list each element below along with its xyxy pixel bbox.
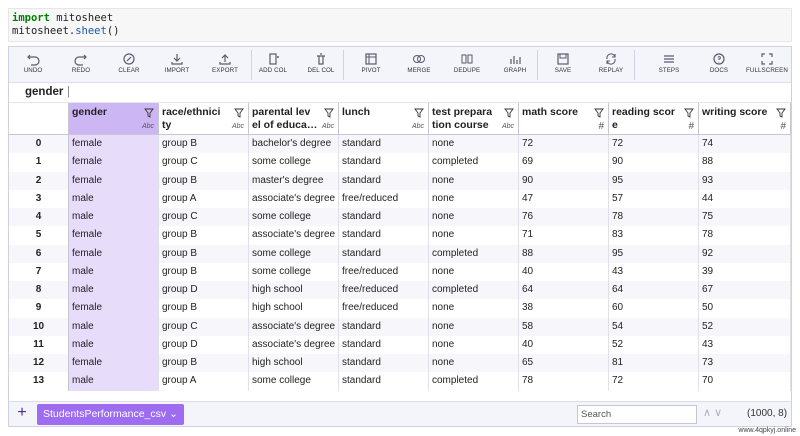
table-cell[interactable]: 40 bbox=[519, 263, 609, 281]
table-cell[interactable]: male bbox=[69, 190, 159, 208]
table-cell[interactable]: group D bbox=[159, 336, 249, 354]
table-cell[interactable]: some college bbox=[249, 372, 339, 390]
table-cell[interactable]: none bbox=[429, 226, 519, 244]
toolbar-divider bbox=[634, 50, 635, 80]
chevron-down-icon[interactable]: ⌄ bbox=[169, 408, 178, 420]
table-cell[interactable]: 75 bbox=[699, 208, 791, 226]
table-cell[interactable]: high school bbox=[249, 354, 339, 372]
replay-button[interactable] bbox=[587, 47, 635, 83]
merge-icon bbox=[395, 47, 443, 67]
column-type-icon: Abc bbox=[141, 123, 154, 130]
table-cell[interactable]: group C bbox=[159, 318, 249, 336]
table-cell[interactable]: none bbox=[429, 208, 519, 226]
table-cell[interactable]: group B bbox=[159, 245, 249, 263]
table-cell[interactable]: female bbox=[69, 135, 159, 153]
table-cell[interactable]: female bbox=[69, 245, 159, 263]
merge-button[interactable] bbox=[395, 47, 443, 83]
formula-column-name: gender bbox=[25, 86, 64, 98]
table-row bbox=[9, 208, 791, 226]
import-icon bbox=[153, 47, 201, 67]
toolbar-label: CLEAR bbox=[118, 67, 140, 74]
table-cell[interactable]: 71 bbox=[519, 226, 609, 244]
steps-button[interactable] bbox=[645, 47, 693, 83]
table-cell[interactable]: standard bbox=[339, 372, 429, 390]
table-cell[interactable]: 64 bbox=[609, 281, 699, 299]
table-cell[interactable]: none bbox=[429, 190, 519, 208]
row-index[interactable]: 0 bbox=[9, 135, 69, 153]
mitosheet bbox=[8, 46, 792, 427]
toolbar-label: REPLAY bbox=[598, 67, 624, 74]
pivot-button[interactable] bbox=[347, 47, 395, 83]
table-cell[interactable]: female bbox=[69, 153, 159, 171]
table-cell[interactable]: 90 bbox=[609, 153, 699, 171]
table-cell[interactable]: completed bbox=[429, 245, 519, 263]
table-cell[interactable]: 93 bbox=[699, 172, 791, 190]
column-header-label: writing score bbox=[702, 106, 768, 118]
table-cell[interactable]: group B bbox=[159, 299, 249, 317]
column-header-1[interactable] bbox=[159, 103, 249, 135]
table-cell[interactable]: some college bbox=[249, 153, 339, 171]
table-cell[interactable]: male bbox=[69, 318, 159, 336]
table-cell[interactable]: group B bbox=[159, 135, 249, 153]
table-cell[interactable]: standard bbox=[339, 318, 429, 336]
add-column-button[interactable] bbox=[249, 47, 297, 83]
add-column-icon bbox=[249, 47, 297, 67]
table-cell[interactable]: 43 bbox=[609, 263, 699, 281]
table-cell[interactable]: 52 bbox=[699, 318, 791, 336]
table-cell[interactable]: none bbox=[429, 135, 519, 153]
toolbar-label: FULLSCREEN bbox=[746, 67, 788, 74]
chevron-down-icon[interactable]: ∨ bbox=[714, 407, 723, 419]
table-row bbox=[9, 263, 791, 281]
table-cell[interactable]: none bbox=[429, 172, 519, 190]
code-text: () bbox=[106, 25, 120, 37]
toolbar-divider bbox=[343, 50, 344, 80]
filter-icon[interactable] bbox=[324, 105, 334, 115]
table-cell[interactable]: 44 bbox=[699, 190, 791, 208]
table-cell[interactable]: 81 bbox=[609, 354, 699, 372]
docs-icon bbox=[695, 47, 743, 67]
code-line-1 bbox=[12, 12, 791, 25]
table-cell[interactable]: group A bbox=[159, 190, 249, 208]
index-header bbox=[9, 103, 69, 135]
column-header-4[interactable] bbox=[429, 103, 519, 135]
toolbar-label: SAVE bbox=[554, 67, 572, 74]
dataframe-shape: (1000, 8) bbox=[747, 408, 788, 419]
column-type-icon: Abc bbox=[231, 123, 244, 130]
table-cell[interactable]: 73 bbox=[699, 354, 791, 372]
data-grid bbox=[9, 103, 791, 401]
table-cell[interactable]: 78 bbox=[699, 226, 791, 244]
table-cell[interactable]: group B bbox=[159, 263, 249, 281]
table-row bbox=[9, 318, 791, 336]
table-row bbox=[9, 354, 791, 372]
import-button[interactable] bbox=[153, 47, 201, 83]
column-header-7[interactable] bbox=[699, 103, 791, 135]
column-type-icon: # bbox=[688, 121, 694, 132]
table-cell[interactable]: 70 bbox=[699, 372, 791, 390]
table-cell[interactable]: group C bbox=[159, 153, 249, 171]
filter-icon[interactable] bbox=[234, 105, 244, 115]
toolbar-label: STEPS bbox=[658, 67, 680, 74]
table-cell[interactable]: free/reduced bbox=[339, 263, 429, 281]
code-keyword: import bbox=[12, 12, 50, 24]
add-sheet-button[interactable]: + bbox=[17, 404, 27, 421]
table-cell[interactable]: male bbox=[69, 263, 159, 281]
column-header-label: race/ethnici ty bbox=[162, 106, 221, 131]
code-text: mitosheet. bbox=[12, 25, 76, 37]
table-cell[interactable]: high school bbox=[249, 281, 339, 299]
table-row bbox=[9, 372, 791, 390]
column-header-2[interactable] bbox=[249, 103, 339, 135]
undo-icon bbox=[9, 47, 57, 67]
table-cell[interactable]: associate's degree bbox=[249, 318, 339, 336]
table-cell[interactable]: female bbox=[69, 226, 159, 244]
table-cell[interactable]: 78 bbox=[519, 372, 609, 390]
table-cell[interactable]: 58 bbox=[519, 318, 609, 336]
code-line-2 bbox=[12, 25, 791, 38]
column-type-icon: Abc bbox=[411, 123, 424, 130]
table-cell[interactable]: standard bbox=[339, 226, 429, 244]
table-cell[interactable]: standard bbox=[339, 135, 429, 153]
table-cell[interactable]: 57 bbox=[609, 190, 699, 208]
table-cell[interactable]: none bbox=[429, 318, 519, 336]
chevron-up-icon[interactable]: ∧ bbox=[703, 407, 712, 419]
table-cell[interactable]: 74 bbox=[699, 135, 791, 153]
filter-icon[interactable] bbox=[684, 105, 694, 115]
table-cell[interactable]: female bbox=[69, 354, 159, 372]
sheet-tab[interactable] bbox=[37, 404, 184, 425]
table-cell[interactable]: 72 bbox=[609, 372, 699, 390]
redo-button[interactable] bbox=[57, 47, 105, 83]
table-cell[interactable]: completed bbox=[429, 372, 519, 390]
table-row bbox=[9, 172, 791, 190]
code-text: mitosheet bbox=[49, 12, 114, 24]
row-index[interactable]: 10 bbox=[9, 318, 69, 336]
row-index[interactable]: 7 bbox=[9, 263, 69, 281]
toolbar-label: GRAPH bbox=[503, 67, 527, 74]
table-cell[interactable]: free/reduced bbox=[339, 190, 429, 208]
toolbar-label: DOCS bbox=[709, 67, 729, 74]
toolbar-label: PIVOT bbox=[361, 67, 381, 74]
table-cell[interactable]: some college bbox=[249, 208, 339, 226]
graph-button[interactable] bbox=[491, 47, 539, 83]
clear-button[interactable] bbox=[105, 47, 153, 83]
table-cell[interactable]: 43 bbox=[699, 336, 791, 354]
table-cell[interactable]: 88 bbox=[699, 153, 791, 171]
table-cell[interactable]: male bbox=[69, 336, 159, 354]
row-index[interactable]: 12 bbox=[9, 354, 69, 372]
graph-icon bbox=[491, 47, 539, 67]
table-cell[interactable]: standard bbox=[339, 245, 429, 263]
table-cell[interactable]: associate's degree bbox=[249, 226, 339, 244]
column-type-icon: # bbox=[780, 121, 786, 132]
code-function: sheet bbox=[75, 25, 107, 37]
toolbar-label: UNDO bbox=[23, 67, 43, 74]
filter-icon[interactable] bbox=[594, 105, 604, 115]
table-cell[interactable]: associate's degree bbox=[249, 190, 339, 208]
toolbar-label: DEL COL bbox=[307, 67, 335, 74]
fullscreen-icon bbox=[743, 47, 791, 67]
table-cell[interactable]: female bbox=[69, 172, 159, 190]
table-cell[interactable]: group C bbox=[159, 208, 249, 226]
toolbar-label: REDO bbox=[71, 67, 91, 74]
table-row bbox=[9, 299, 791, 317]
toolbar bbox=[9, 47, 791, 83]
save-icon bbox=[539, 47, 587, 67]
clear-icon bbox=[105, 47, 153, 67]
row-index[interactable]: 8 bbox=[9, 281, 69, 299]
filter-icon[interactable] bbox=[776, 105, 786, 115]
row-index[interactable]: 4 bbox=[9, 208, 69, 226]
table-cell[interactable]: male bbox=[69, 372, 159, 390]
table-cell[interactable]: completed bbox=[429, 153, 519, 171]
table-cell[interactable]: associate's degree bbox=[249, 336, 339, 354]
table-cell[interactable]: 90 bbox=[519, 172, 609, 190]
row-index[interactable]: 5 bbox=[9, 226, 69, 244]
table-cell[interactable]: standard bbox=[339, 336, 429, 354]
column-header-5[interactable] bbox=[519, 103, 609, 135]
table-cell[interactable]: 69 bbox=[519, 153, 609, 171]
replay-icon bbox=[587, 47, 635, 67]
save-button[interactable] bbox=[539, 47, 587, 83]
docs-button[interactable] bbox=[695, 47, 743, 83]
table-cell[interactable]: bachelor's degree bbox=[249, 135, 339, 153]
toolbar-label: MERGE bbox=[407, 67, 431, 74]
row-index[interactable]: 3 bbox=[9, 190, 69, 208]
fullscreen-button[interactable] bbox=[743, 47, 791, 83]
table-row bbox=[9, 190, 791, 208]
table-cell[interactable]: 95 bbox=[609, 172, 699, 190]
column-header-label: math score bbox=[522, 106, 579, 118]
table-cell[interactable]: master's degree bbox=[249, 172, 339, 190]
redo-icon bbox=[57, 47, 105, 67]
table-cell[interactable]: 39 bbox=[699, 263, 791, 281]
row-index[interactable]: 6 bbox=[9, 245, 69, 263]
table-cell[interactable]: 92 bbox=[699, 245, 791, 263]
table-row bbox=[9, 336, 791, 354]
column-header-0[interactable] bbox=[69, 103, 159, 135]
table-cell[interactable]: 54 bbox=[609, 318, 699, 336]
delete-column-icon bbox=[297, 47, 345, 67]
table-cell[interactable]: high school bbox=[249, 299, 339, 317]
table-cell[interactable]: 76 bbox=[519, 208, 609, 226]
table-cell[interactable]: standard bbox=[339, 153, 429, 171]
table-cell[interactable]: 72 bbox=[519, 135, 609, 153]
table-cell[interactable]: 60 bbox=[609, 299, 699, 317]
column-header-6[interactable] bbox=[609, 103, 699, 135]
table-cell[interactable]: group B bbox=[159, 354, 249, 372]
code-cell[interactable] bbox=[8, 8, 792, 42]
formula-input[interactable]: | bbox=[67, 86, 70, 98]
sheet-tab-label: StudentsPerformance_csv bbox=[43, 408, 167, 420]
table-cell[interactable]: standard bbox=[339, 354, 429, 372]
table-cell[interactable]: 83 bbox=[609, 226, 699, 244]
table-row bbox=[9, 281, 791, 299]
table-cell[interactable]: 64 bbox=[519, 281, 609, 299]
row-index[interactable]: 2 bbox=[9, 172, 69, 190]
filter-icon[interactable] bbox=[504, 105, 514, 115]
toolbar-divider bbox=[537, 50, 538, 80]
undo-button[interactable] bbox=[9, 47, 57, 83]
column-header-label: parental lev el of educa… bbox=[252, 106, 318, 131]
table-cell[interactable]: group D bbox=[159, 281, 249, 299]
table-cell[interactable]: 67 bbox=[699, 281, 791, 299]
table-cell[interactable]: some college bbox=[249, 245, 339, 263]
table-cell[interactable]: group A bbox=[159, 372, 249, 390]
dedupe-icon bbox=[443, 47, 491, 67]
delete-column-button[interactable] bbox=[297, 47, 345, 83]
column-type-icon: # bbox=[598, 121, 604, 132]
formula-bar bbox=[9, 83, 791, 103]
table-cell[interactable]: group B bbox=[159, 172, 249, 190]
toolbar-divider bbox=[251, 50, 252, 80]
filter-icon[interactable] bbox=[414, 105, 424, 115]
sheet-footer bbox=[9, 401, 791, 426]
column-header-label: gender bbox=[72, 106, 108, 118]
table-cell[interactable]: free/reduced bbox=[339, 281, 429, 299]
table-cell[interactable]: 88 bbox=[519, 245, 609, 263]
table-cell[interactable]: standard bbox=[339, 208, 429, 226]
table-cell[interactable]: 72 bbox=[609, 135, 699, 153]
export-icon bbox=[201, 47, 249, 67]
column-header-label: lunch bbox=[342, 106, 370, 118]
row-index[interactable]: 1 bbox=[9, 153, 69, 171]
table-cell[interactable]: 40 bbox=[519, 336, 609, 354]
export-button[interactable] bbox=[201, 47, 249, 83]
column-type-icon: Abc bbox=[321, 123, 334, 130]
filter-icon[interactable] bbox=[144, 105, 154, 115]
toolbar-label: DEDUPE bbox=[453, 67, 481, 74]
table-cell[interactable]: 65 bbox=[519, 354, 609, 372]
table-cell[interactable]: group B bbox=[159, 226, 249, 244]
table-row bbox=[9, 226, 791, 244]
column-header-3[interactable] bbox=[339, 103, 429, 135]
column-header-label: test prepara tion course bbox=[432, 106, 493, 131]
table-cell[interactable]: none bbox=[429, 354, 519, 372]
watermark: www.4qpkyj.online bbox=[738, 427, 796, 434]
toolbar-label: IMPORT bbox=[164, 67, 190, 74]
column-header-label: reading scor e bbox=[612, 106, 676, 131]
table-cell[interactable]: standard bbox=[339, 172, 429, 190]
column-type-icon: Abc bbox=[501, 123, 514, 130]
toolbar-label: ADD COL bbox=[258, 67, 288, 74]
table-cell[interactable]: completed bbox=[429, 281, 519, 299]
table-cell[interactable]: 47 bbox=[519, 190, 609, 208]
dedupe-button[interactable] bbox=[443, 47, 491, 83]
table-cell[interactable]: none bbox=[429, 336, 519, 354]
toolbar-label: EXPORT bbox=[212, 67, 238, 74]
table-cell[interactable]: 50 bbox=[699, 299, 791, 317]
table-row bbox=[9, 135, 791, 153]
table-cell[interactable]: male bbox=[69, 208, 159, 226]
row-index[interactable]: 11 bbox=[9, 336, 69, 354]
search-nav bbox=[703, 406, 722, 419]
table-cell[interactable]: none bbox=[429, 299, 519, 317]
search-input[interactable]: Search bbox=[577, 405, 697, 424]
table-row bbox=[9, 153, 791, 171]
table-cell[interactable]: 38 bbox=[519, 299, 609, 317]
row-index[interactable]: 13 bbox=[9, 372, 69, 390]
row-index[interactable]: 9 bbox=[9, 299, 69, 317]
steps-icon bbox=[645, 47, 693, 67]
pivot-icon bbox=[347, 47, 395, 67]
table-cell[interactable]: female bbox=[69, 299, 159, 317]
table-row bbox=[9, 245, 791, 263]
table-cell[interactable]: free/reduced bbox=[339, 299, 429, 317]
table-cell[interactable]: 52 bbox=[609, 336, 699, 354]
table-cell[interactable]: none bbox=[429, 263, 519, 281]
table-cell[interactable]: some college bbox=[249, 263, 339, 281]
table-cell[interactable]: 78 bbox=[609, 208, 699, 226]
table-cell[interactable]: 95 bbox=[609, 245, 699, 263]
table-cell[interactable]: male bbox=[69, 281, 159, 299]
